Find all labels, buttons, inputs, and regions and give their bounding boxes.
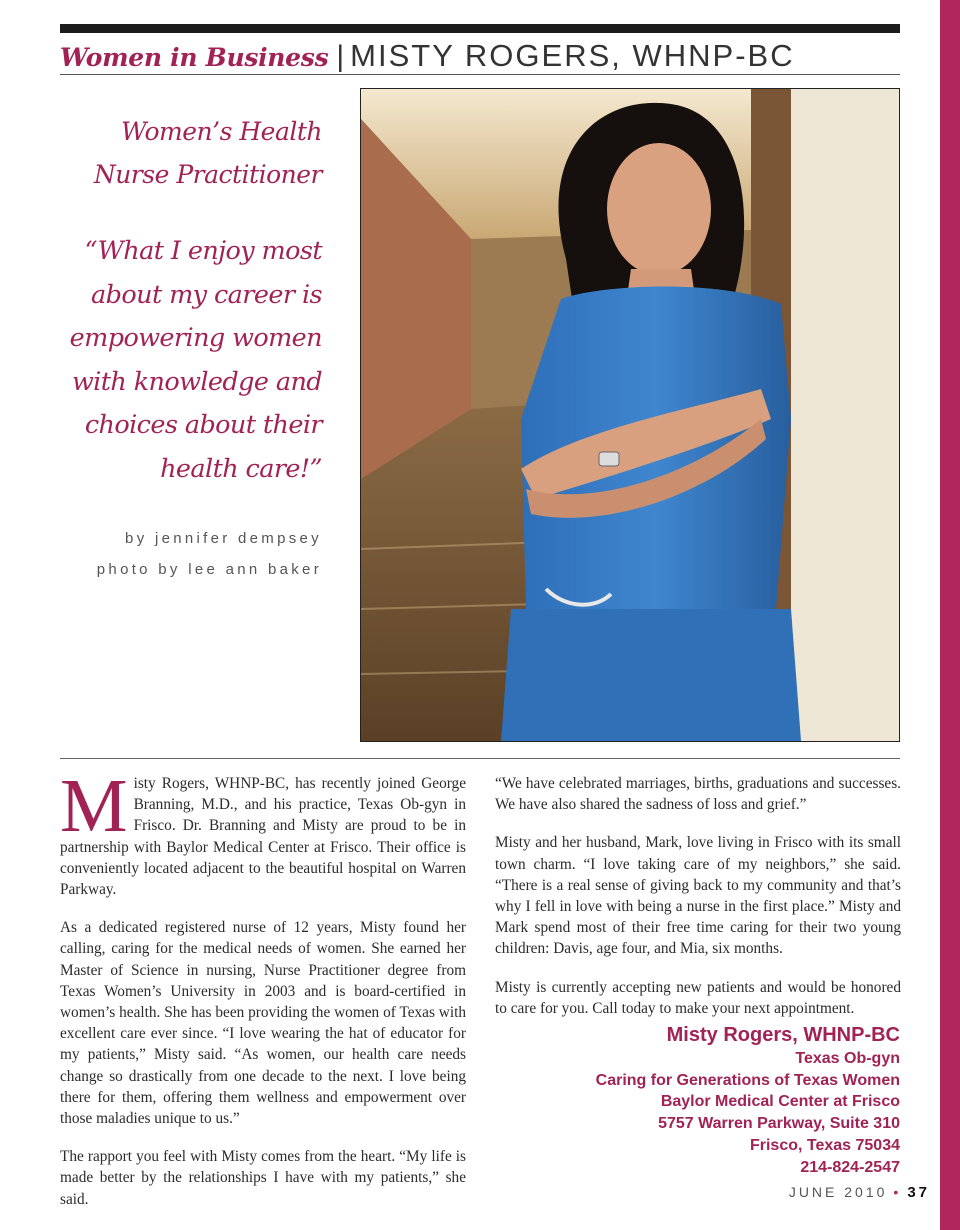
contact-city: Frisco, Texas 75034 [749,1136,900,1154]
contact-phone: 214-824-2547 [800,1158,900,1176]
drop-cap: M [60,764,128,848]
article-paragraph: As a dedicated registered nurse of 12 years, Misty found her calling, caring for the medical needs of women. She earned her Master of Science in nursing, Nurse Practitioner degree from Texas Women’s University in 2003 and is board-certified in women’s health. She has been providing the women of Texas with excellent care ever since. “I love wearing the hat of educator for my patients,” Misty said. “As women, our health care needs change so drastically from one decade to the next. I love being there for them, offering them wellness and empowerment over those maladies unique to us.” [60,919,466,1128]
article-paragraph: Misty is currently accepting new patients and would be honored to care for you. Call today to make your next appointment. [495,978,901,1017]
quote-line: empowering women [69,323,322,353]
byline: by jennifer dempsey [125,530,322,547]
section-rule [60,758,900,759]
quote-line: with knowledge and [71,366,322,397]
subtitle-line: Nurse Practitioner [93,160,322,189]
contact-tagline: Caring for Generations of Texas Women [595,1071,900,1089]
intro-block [60,110,322,491]
contact-address: 5757 Warren Parkway, Suite 310 [658,1115,900,1133]
contact-hospital: Baylor Medical Center at Frisco [660,1093,900,1111]
quote-line: choices about their [84,410,322,440]
article-paragraph: The rapport you feel with Misty comes from the heart. “My life is made better by the relationships I have with my patients,” she said. [60,1148,466,1208]
page-folio [789,1184,930,1201]
page-number: 37 [907,1184,930,1201]
article-column-left [60,764,466,1227]
article-paragraph [60,764,466,900]
article-column-right [495,773,901,1036]
photo-credit: photo by lee ann baker [96,561,322,578]
subtitle-line: Women’s Health [120,117,322,146]
article-paragraph: Misty and her husband, Mark, love living in Frisco with its small town charm. “I love taking care of my neighbors,” she said. “There is a real sense of giving back to my community and that’s why I fell in love with being a nurse in the first place.” Misty and Mark spend most of their free time caring for their two young children: Davis, age four, and Mia, six months. [495,834,901,958]
page-edge-stripe [940,0,960,1230]
subtitle [60,110,322,196]
quote-line: health care!” [160,453,322,484]
portrait-photo [360,88,900,742]
paragraph-text: isty Rogers, WHNP-BC, has recently joined George Branning, M.D., and his practice, Texas Ob-gyn in Frisco. Dr. Branning and Misty are proud to be in partnership with Baylor Medical Center at Frisco. Their office is conveniently located adjacent to the beautiful hospital on Warren Parkway. [60,775,466,899]
header-separator: | [336,40,345,73]
quote-line: about my career is [91,279,322,310]
article-paragraph: “We have celebrated marriages, births, graduations and successes. We have also shared the sadness of loss and grief.” [495,775,901,814]
contact-practice: Texas Ob-gyn [795,1050,900,1067]
top-rule [60,24,900,33]
pull-quote [60,230,322,491]
contact-name: Misty Rogers, WHNP-BC [666,1024,900,1046]
article-title: MISTY ROGERS, WHNP-BC [350,38,795,73]
header-rule [60,74,900,75]
quote-line: “What I enjoy most [84,236,322,266]
page-header [60,38,900,72]
folio-separator: • [893,1184,902,1200]
section-title: Women in Business [60,43,329,72]
issue-date: JUNE 2010 [788,1184,888,1200]
contact-block [495,1022,900,1178]
